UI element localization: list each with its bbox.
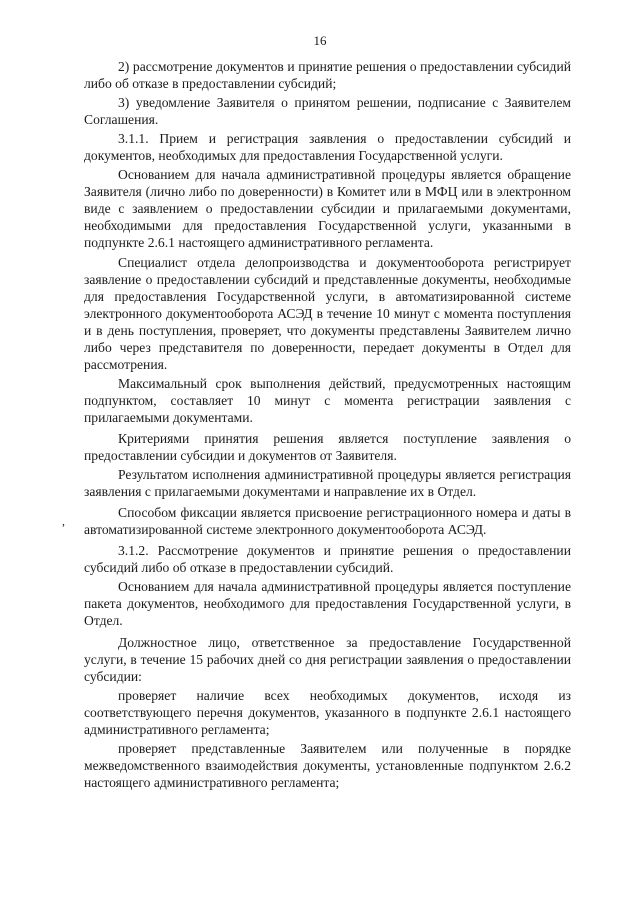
paragraph: Максимальный срок выполнения действий, предусмотренных настоящим подпунктом, составляет 10 минут с момента регистрации заявления с прилагаемыми документами. — [84, 375, 571, 425]
page-number: 16 — [313, 33, 327, 48]
paragraph: Должностное лицо, ответственное за предоставление Государственной услуги, в течение 15 рабочих дней со дня регистрации заявления о предоставлении субсидии: — [84, 634, 571, 684]
paragraph: проверяет наличие всех необходимых документов, исходя из соответствующего перечня документов, указанного в подпункте 2.6.1 настоящего административного регламента; — [84, 687, 571, 737]
margin-mark: , — [62, 514, 65, 528]
paragraph: 3.1.1. Прием и регистрация заявления о предоставлении субсидий и документов, необходимых для предоставления Государственной услуги. — [84, 131, 571, 164]
paragraph: Основанием для начала административной процедуры является обращение Заявителя (лично либо по доверенности) в Комитет или в МФЦ или в электронном виде с заявлением о предоставлении субсидии и прилагаемыми документами, необходимыми для предоставления Государственной услуги, указанными в подпункте 2.6.1 настоящего административного регламента. — [84, 167, 571, 251]
paragraph: Способом фиксации является присвоение регистрационного номера и даты в автоматизированной системе электронного документооборота АСЭД. — [84, 505, 571, 538]
paragraph: 2) рассмотрение документов и принятие решения о предоставлении субсидий либо об отказе в предоставлении субсидий; — [84, 59, 571, 92]
paragraph: 3.1.2. Рассмотрение документов и принятие решения о предоставлении субсидий либо об отказе в предоставлении субсидий. — [84, 543, 571, 576]
paragraph: проверяет представленные Заявителем или полученные в порядке межведомственного взаимодействия документы, установленные подпунктом 2.6.2 настоящего административного регламента; — [84, 740, 571, 790]
paragraph: Критериями принятия решения является поступление заявления о предоставлении субсидии и документов от Заявителя. — [84, 430, 571, 464]
paragraph: Основанием для начала административной процедуры является поступление пакета документов, необходимого для предоставления Государственной услуги, в Отдел. — [84, 579, 571, 629]
paragraph: Результатом исполнения административной процедуры является регистрация заявления с прилагаемыми документами и направление их в Отдел. — [84, 467, 571, 500]
paragraph: Специалист отдела делопроизводства и документооборота регистрирует заявление о предоставлении субсидий и представленные документы, необходимые для предоставления Государственной услуги, в автоматизированной системе электронного документооборота АСЭД в течение 10 минут с момента поступления и в день поступления, проверяет, что документы представлены Заявителем лично либо через представителя по доверенности, передает документы в Отдел для рассмотрения. — [84, 254, 571, 372]
document-body — [84, 58, 571, 793]
paragraph: 3) уведомление Заявителя о принятом решении, подписание с Заявителем Соглашения. — [84, 95, 571, 128]
